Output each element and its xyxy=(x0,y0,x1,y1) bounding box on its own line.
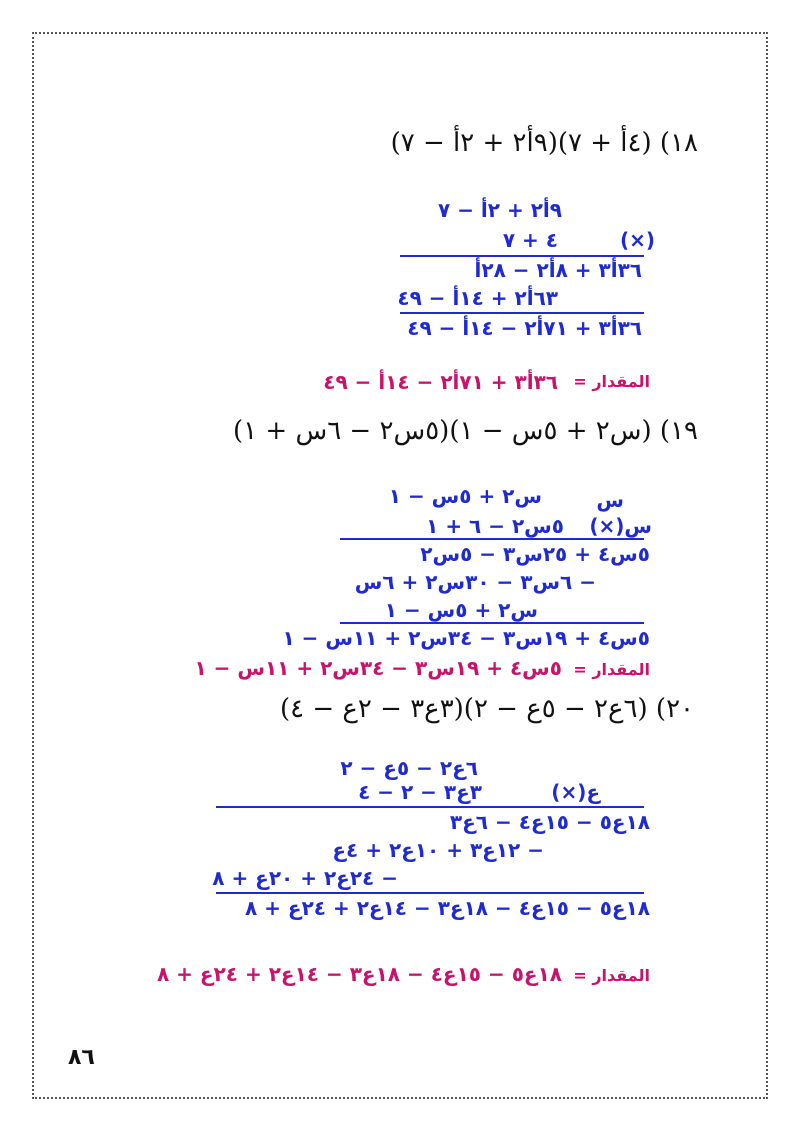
p18-line-1 xyxy=(400,255,644,257)
p20-result-label: المقدار = xyxy=(573,966,650,985)
p18-line-2 xyxy=(400,312,644,314)
p18-row-1: ٩أ٢ + ٢أ − ٧ xyxy=(438,198,562,222)
p20-line-1 xyxy=(216,806,644,808)
p19-row-2a: س(×) xyxy=(589,514,652,538)
p20-row-2a: ع(×) xyxy=(551,780,600,804)
p18-row-3: ٣٦أ٣ + ٨أ٢ − ٢٨أ xyxy=(474,258,642,282)
p20-result-value: ١٨ع٥ − ١٥ع٤ − ١٨ع٣ − ١٤ع٢ + ٢٤ع + ٨ xyxy=(157,962,562,986)
p20-row-3: ١٨ع٥ − ١٥ع٤ − ٦ع٣ xyxy=(449,810,650,834)
p18-result-label: المقدار = xyxy=(573,372,650,391)
p18-row-5: ٣٦أ٣ + ٧١أ٢ − ١٤أ − ٤٩ xyxy=(407,316,642,340)
p20-row-4: − ١٢ع٣ + ١٠ع٢ + ٤ع xyxy=(332,838,544,862)
p18-row-4: ٦٣أ٢ + ١٤أ − ٤٩ xyxy=(397,286,558,310)
problem-20-question: ٢٠) (٦ع٢ − ٥ع − ٢)(٣ع٣ − ٢ع − ٤) xyxy=(279,694,694,724)
page-number: ٨٦ xyxy=(68,1045,95,1070)
p20-row-2b: ٣ع٣ − ٢ − ٤ xyxy=(358,780,482,804)
problem-19-question: ١٩) (س٢ + ٥س − ١)(٥س٢ − ٦س + ١) xyxy=(233,416,698,446)
p19-row-5: س٢ + ٥س − ١ xyxy=(384,598,538,622)
p19-row-6: ٥س٤ + ١٩س٣ − ٣٤س٢ + ١١س − ١ xyxy=(282,626,650,650)
p18-result-value: ٣٦أ٣ + ٧١أ٢ − ١٤أ − ٤٩ xyxy=(323,370,558,394)
p19-row-1a: س xyxy=(596,488,624,512)
p19-line-2 xyxy=(340,622,644,624)
p20-row-6: ١٨ع٥ − ١٥ع٤ − ١٨ع٣ − ١٤ع٢ + ٢٤ع + ٨ xyxy=(245,896,650,920)
p19-row-4: − ٦س٣ − ٣٠س٢ + ٦س xyxy=(354,570,596,594)
p19-row-2b: ٥س٢ − ٦ + ١ xyxy=(426,514,564,538)
p18-row-2: ٤ + ٧ xyxy=(502,228,558,252)
problem-18-question: ١٨) (٤أ + ٧)(٩أ٢ + ٢أ − ٧) xyxy=(390,128,698,158)
p19-line-1 xyxy=(340,538,644,540)
p20-row-5: − ٢٤ع٢ + ٢٠ع + ٨ xyxy=(212,866,398,890)
p19-row-1b: س٢ + ٥س − ١ xyxy=(388,484,542,508)
page-border xyxy=(32,32,768,1099)
p19-row-3: ٥س٤ + ٢٥س٣ − ٥س٢ xyxy=(420,542,650,566)
p19-result-label: المقدار = xyxy=(573,660,650,679)
p20-row-1: ٦ع٢ − ٥ع − ٢ xyxy=(340,756,478,780)
p20-line-2 xyxy=(216,892,644,894)
p19-result-value: ٥س٤ + ١٩س٣ − ٣٤س٢ + ١١س − ١ xyxy=(194,656,562,680)
p18-multiply-sign: (×) xyxy=(620,228,656,252)
